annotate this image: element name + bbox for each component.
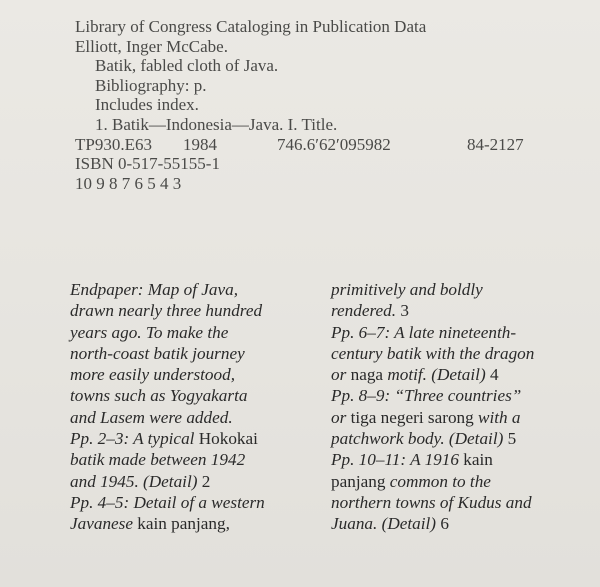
caption-text: with a bbox=[473, 407, 521, 427]
caption-text: 3 bbox=[400, 301, 409, 321]
caption-text: Juana. (Detail) bbox=[331, 514, 441, 534]
caption-text: batik made between 1942 bbox=[70, 450, 246, 470]
caption-line bbox=[331, 428, 534, 449]
cip-lccn: 84-2127 bbox=[467, 134, 524, 154]
caption-text: and 1945. (Detail) bbox=[70, 471, 202, 491]
caption-text: Pp. 2–3: A typical bbox=[70, 429, 199, 449]
caption-line bbox=[70, 492, 265, 513]
caption-text: kain bbox=[463, 450, 493, 470]
caption-line bbox=[331, 513, 534, 534]
cip-data-block bbox=[75, 17, 575, 193]
caption-text: drawn nearly three hundred bbox=[70, 301, 263, 321]
caption-line bbox=[70, 322, 265, 343]
cip-bibliography: Bibliography: p. bbox=[95, 75, 207, 95]
cip-isbn: ISBN 0-517-55155-1 bbox=[75, 154, 220, 174]
caption-text: Pp. 10–11: A 1916 bbox=[331, 450, 464, 470]
caption-text: Pp. 6–7: A late nineteenth- bbox=[331, 322, 517, 342]
caption-line bbox=[331, 364, 534, 385]
caption-line bbox=[70, 343, 265, 364]
caption-text: Pp. 8–9: “Three countries” bbox=[331, 386, 522, 406]
caption-text: common to the bbox=[385, 471, 491, 491]
cip-call-number: TP930.E63 bbox=[75, 134, 152, 154]
cip-dewey: 746.6′62′095982 bbox=[277, 134, 391, 154]
caption-text: Javanese bbox=[70, 514, 138, 534]
caption-line bbox=[331, 343, 534, 364]
cip-author: Elliott, Inger McCabe. bbox=[75, 36, 228, 56]
caption-line bbox=[70, 471, 265, 492]
captions-left-column bbox=[70, 279, 265, 535]
caption-line bbox=[331, 322, 534, 343]
caption-text: and Lasem were added. bbox=[70, 407, 233, 427]
caption-text: panjang bbox=[331, 471, 386, 491]
caption-text: 5 bbox=[507, 429, 517, 449]
caption-text: naga bbox=[350, 365, 384, 385]
cip-title: Batik, fabled cloth of Java. bbox=[95, 56, 279, 76]
cip-heading: Library of Congress Cataloging in Publication Data bbox=[75, 17, 427, 36]
caption-line bbox=[70, 513, 265, 534]
caption-text: towns such as Yogyakarta bbox=[70, 386, 248, 406]
caption-text: 6 bbox=[440, 514, 449, 534]
caption-text: north-coast batik journey bbox=[70, 343, 245, 363]
caption-line bbox=[331, 471, 534, 492]
caption-text: primitively and boldly bbox=[331, 280, 483, 299]
caption-text: kain panjang bbox=[137, 514, 226, 534]
caption-text: Hokokai bbox=[198, 429, 258, 449]
cip-year: 1984 bbox=[183, 134, 217, 154]
caption-text: northern towns of Kudus and bbox=[331, 492, 532, 512]
caption-text: , bbox=[225, 514, 230, 534]
caption-text: Endpaper: Map of Java, bbox=[70, 280, 239, 299]
caption-text: more easily understood, bbox=[70, 365, 236, 385]
caption-text: Pp. 4–5: Detail of a western bbox=[70, 492, 265, 512]
caption-line bbox=[70, 428, 265, 449]
caption-line bbox=[70, 449, 265, 470]
caption-text: 4 bbox=[489, 365, 499, 385]
caption-text: or bbox=[331, 407, 351, 427]
caption-text: century batik with the dragon bbox=[331, 343, 535, 363]
cip-subjects: 1. Batik—Indonesia—Java. I. Title. bbox=[95, 114, 338, 134]
caption-line bbox=[70, 407, 265, 428]
caption-line bbox=[331, 300, 534, 321]
caption-text: or bbox=[331, 365, 351, 385]
cip-index-note: Includes index. bbox=[95, 95, 199, 115]
caption-text: rendered. bbox=[331, 301, 401, 321]
caption-text: years ago. To make the bbox=[70, 322, 229, 342]
caption-text: 2 bbox=[201, 471, 211, 491]
caption-line bbox=[331, 385, 534, 406]
caption-line bbox=[70, 300, 265, 321]
cip-printing-line: 10 9 8 7 6 5 4 3 bbox=[75, 173, 182, 193]
caption-line bbox=[70, 279, 265, 300]
caption-line bbox=[70, 364, 265, 385]
caption-line bbox=[331, 407, 534, 428]
caption-text: tiga negeri sarong bbox=[350, 407, 474, 427]
cip-classification-row bbox=[75, 135, 575, 155]
caption-line bbox=[331, 449, 534, 470]
caption-line bbox=[331, 279, 534, 300]
caption-line bbox=[331, 492, 534, 513]
caption-text: motif. (Detail) bbox=[383, 365, 490, 385]
captions-right-column bbox=[331, 279, 534, 535]
caption-text: patchwork body. (Detail) bbox=[331, 429, 508, 449]
caption-line bbox=[70, 385, 265, 406]
